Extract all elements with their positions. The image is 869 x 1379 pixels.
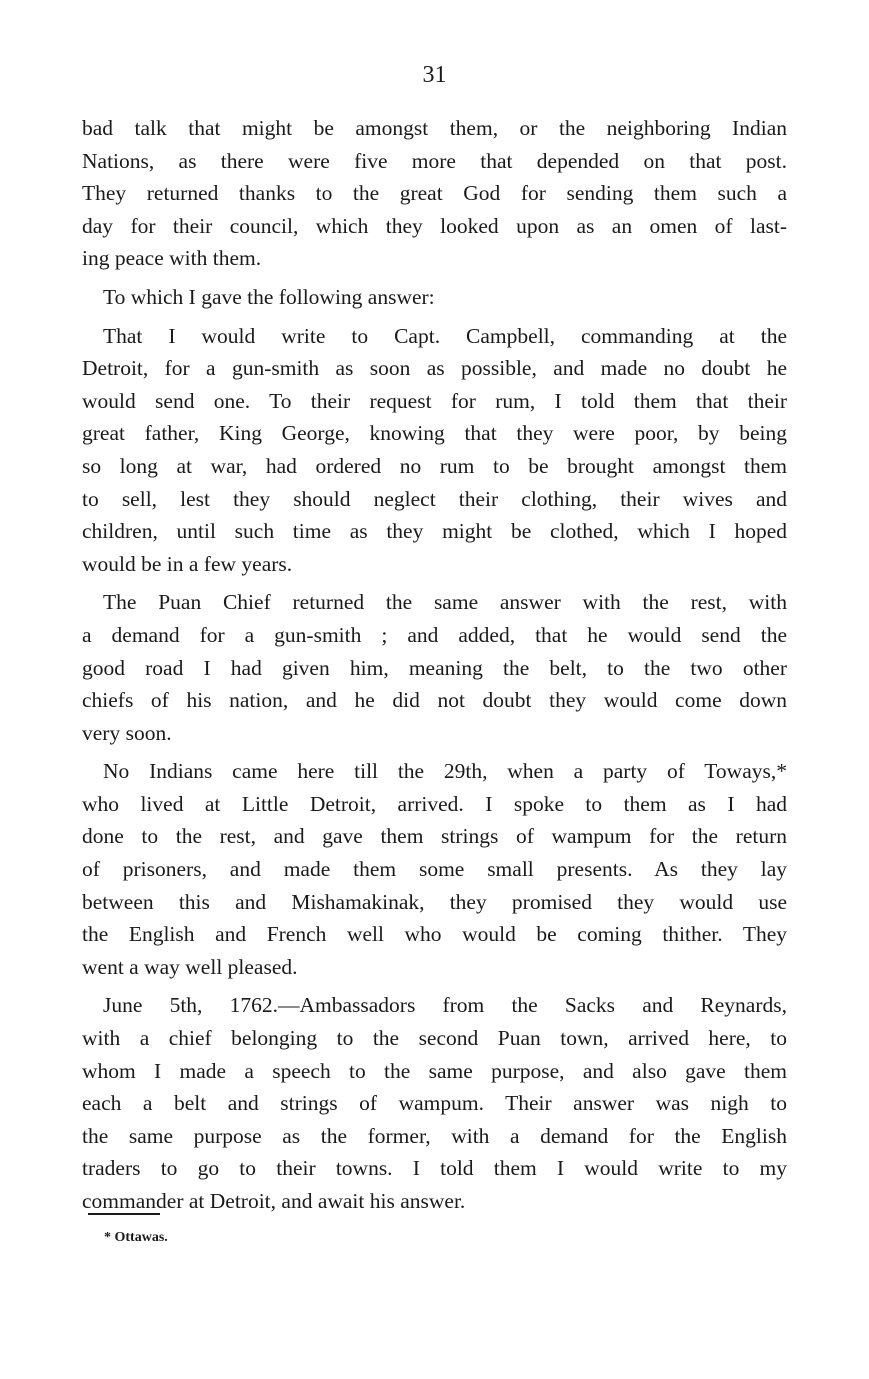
paragraph [82,281,787,314]
paragraph [82,586,787,749]
text-line: Detroit, for a gun-smith as soon as possible, and made no doubt he [82,356,787,381]
page-number: 31 [422,62,447,88]
text-line: whom I made a speech to the same purpose, and also gave them [82,1058,787,1083]
text-line: day for their council, which they looked upon as an omen of last- [82,213,787,238]
text-line: To which I gave the following answer: [103,284,435,309]
text-line: bad talk that might be amongst them, or the neighboring Indian [82,116,787,140]
paragraph [82,755,787,983]
text-line: ing peace with them. [82,246,262,271]
text-line: so long at war, had ordered no rum to be brought amongst them [82,453,787,478]
text-line: a demand for a gun-smith ; and added, that he would send the [82,622,787,647]
text-line: They returned thanks to the great God for sending them such a [82,181,787,206]
text-line: children, until such time as they might be clothed, which I hoped [82,519,787,544]
paragraph [82,112,787,275]
text-line: to sell, lest they should neglect their clothing, their wives and [82,486,787,511]
text-line: of prisoners, and made them some small presents. As they lay [82,857,787,882]
text-line: good road I had given him, meaning the belt, to the two other [82,655,787,680]
paragraph [82,320,787,581]
text-line: June 5th, 1762.—Ambassadors from the Sacks and Reynards, [103,993,787,1018]
footnote-rule [88,1213,160,1215]
text-line: done to the rest, and gave them strings of wampum for the return [82,824,787,849]
text-line: No Indians came here till the 29th, when a party of Toways,* [103,759,787,784]
paragraph [82,989,787,1217]
body-text [82,112,787,1218]
text-line: each a belt and strings of wampum. Their answer was nigh to [82,1091,787,1116]
text-line: traders to go to their towns. I told them I would write to my [82,1156,787,1181]
text-line: very soon. [82,720,172,745]
text-line: chiefs of his nation, and he did not doubt they would come down [82,688,787,713]
text-line: the English and French well who would be coming thither. They [82,922,787,947]
text-line: between this and Mishamakinak, they promised they would use [82,889,787,914]
text-line: great father, King George, knowing that they were poor, by being [82,421,787,446]
text-line: would be in a few years. [82,551,293,576]
text-line: The Puan Chief returned the same answer with the rest, with [103,590,787,615]
text-line: would send one. To their request for rum, I told them that their [82,388,787,413]
footnote: * Ottawas. [104,1230,168,1245]
text-line: who lived at Little Detroit, arrived. I spoke to them as I had [82,791,787,816]
text-line: That I would write to Capt. Campbell, commanding at the [103,323,787,348]
text-line: went a way well pleased. [82,954,298,979]
text-line: commander at Detroit, and await his answer. [82,1189,466,1213]
text-line: the same purpose as the former, with a demand for the English [82,1123,787,1148]
text-line: with a chief belonging to the second Puan town, arrived here, to [82,1026,787,1051]
text-line: Nations, as there were five more that depended on that post. [82,148,787,173]
